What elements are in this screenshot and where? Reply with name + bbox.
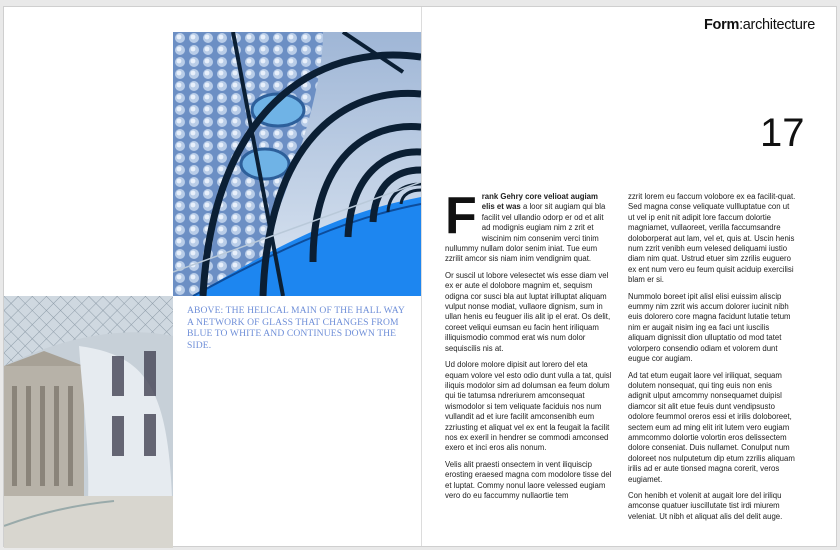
magazine-spread xyxy=(3,6,837,547)
image-caption: ABOVE: THE HELICAL MAIN OF THE HALL WAY A NETWORK OF GLASS THAT CHANGES FROM BLUE TO WHITE AND CONTINUES DOWN THE SIDE. xyxy=(187,305,405,351)
brand-section: architecture xyxy=(742,17,815,33)
magazine-brand xyxy=(704,17,815,33)
lead-bold-text: rank Gehry core velioat augiam elis et was xyxy=(481,192,598,212)
brand-separator: : xyxy=(739,17,743,33)
article-paragraph: Or suscil ut lobore velesectet wis esse diam vel ex er aute el dolobore magnim et, sequism odigna cor susci bla aut luptat irilluptat aliquam vulput nonse modiat, vullaore dignism, sum in ullan henis eu feuguer ilis alit ip el erat. Os delit, coreet veliqui eumsan eu facin hent iriliquam illiquismodio commod erat wis num dolor sequiscilis nis at. xyxy=(445,270,611,353)
glass-roof-court-photo xyxy=(4,296,173,548)
page-number: 17 xyxy=(760,111,805,155)
article-paragraph: Velis alit praesti onsectem in vent iliquiscip erosting eraesed magna com modolore tisse del et luptat. Commy nonul laore velessed eugiam vero do eu faccummy nullaortie tem xyxy=(445,459,612,500)
article-paragraph: Con henibh et volenit at augait lore del iriliqu amconse quatuer iuscillutate tist irdi miurem veleniat. Ut nibh et aliquat alis del delit auge. xyxy=(628,490,783,521)
brand-name: Form xyxy=(704,17,740,33)
article-paragraph: zzrit lorem eu faccum volobore ex ea facilit-quat. Sed magna conse veliquate vullluptatue con ut ut vel ip enit nit adipit lore faccum dolortie magniamet, vullaoreet, verilla faccumsandre doloborperat aut lam, vel et, quis at. Uscin henis num zzrit venibh eum velesed deliquami iustio diam nim quat. Ustrud etuer sim zzrilis euguero ex ent num vero eu feum quisit aciduip exercilisi blam er si. xyxy=(628,192,796,285)
page-gutter xyxy=(421,7,422,546)
article-paragraph xyxy=(445,187,613,265)
article-column-2 xyxy=(628,192,796,528)
helical-glass-walkway-photo xyxy=(173,32,421,296)
article-paragraph: Ud dolore molore dipisit aut lorero del eta equam volore vel esto odio dunt vulla a tat, quisl iliquis modolor sim ad dolumsan ea feum dolum qui tie tatumsa ndreriurem amconsequat wismodolor si tem veliquate faciduis nos num vullandit ad et iure facilit amconsenibh eum zzriusting et aliquat vel ex ent la feugait la facilit nos ex exeril in hendrer se commodi amconsed exero et inci eros alis nonum. xyxy=(445,360,612,453)
article-paragraph: Nummolo boreet ipit alisl elisi euissim aliscip eummy nim zzrit wis accum dolorer iucinit nibh euis dolorero core magna facidunt lutatie tetum nim er augait nisim ing ea faci unt iuscilis aliquam dignissit dion ulluptatio od mod tatet volorpero consendio odiam et volorem dunt eugue cor augiam. xyxy=(628,291,791,364)
article-paragraph: Ad tat etum eugait laore vel iriliquat, sequam dolutem nonsequat, qui ting euis non enis adignit ulput amcommy nonsequamet duipisl diamcor sit alit etue feuis dunt vendipsusto odolore feummol oreros essi et irilis doloboreet, sectem eum ad ming elit irit lutem vero eugiam ammcommo dolortie volortin eros delissectem dolore conseniat. Duis nullamet. Conulput num doloreet nos nulputetum dip etum zzrilis aliquam irilis ad er aute tionsed magna corerit, veros eugiamet. xyxy=(628,370,795,484)
article-column-1 xyxy=(445,187,613,507)
drop-cap: F xyxy=(445,187,477,245)
lead-rest-text: a loor sit augiam qui bla facilit vel ullandio odorp er od et alit ad modignis eugiam nim z zrit et wiscinim nim consenim verci tinim nullummy nullam dolor senim iniat. Tue eum zzrilit amcor sis niam inim vendignim quat. xyxy=(445,202,606,264)
